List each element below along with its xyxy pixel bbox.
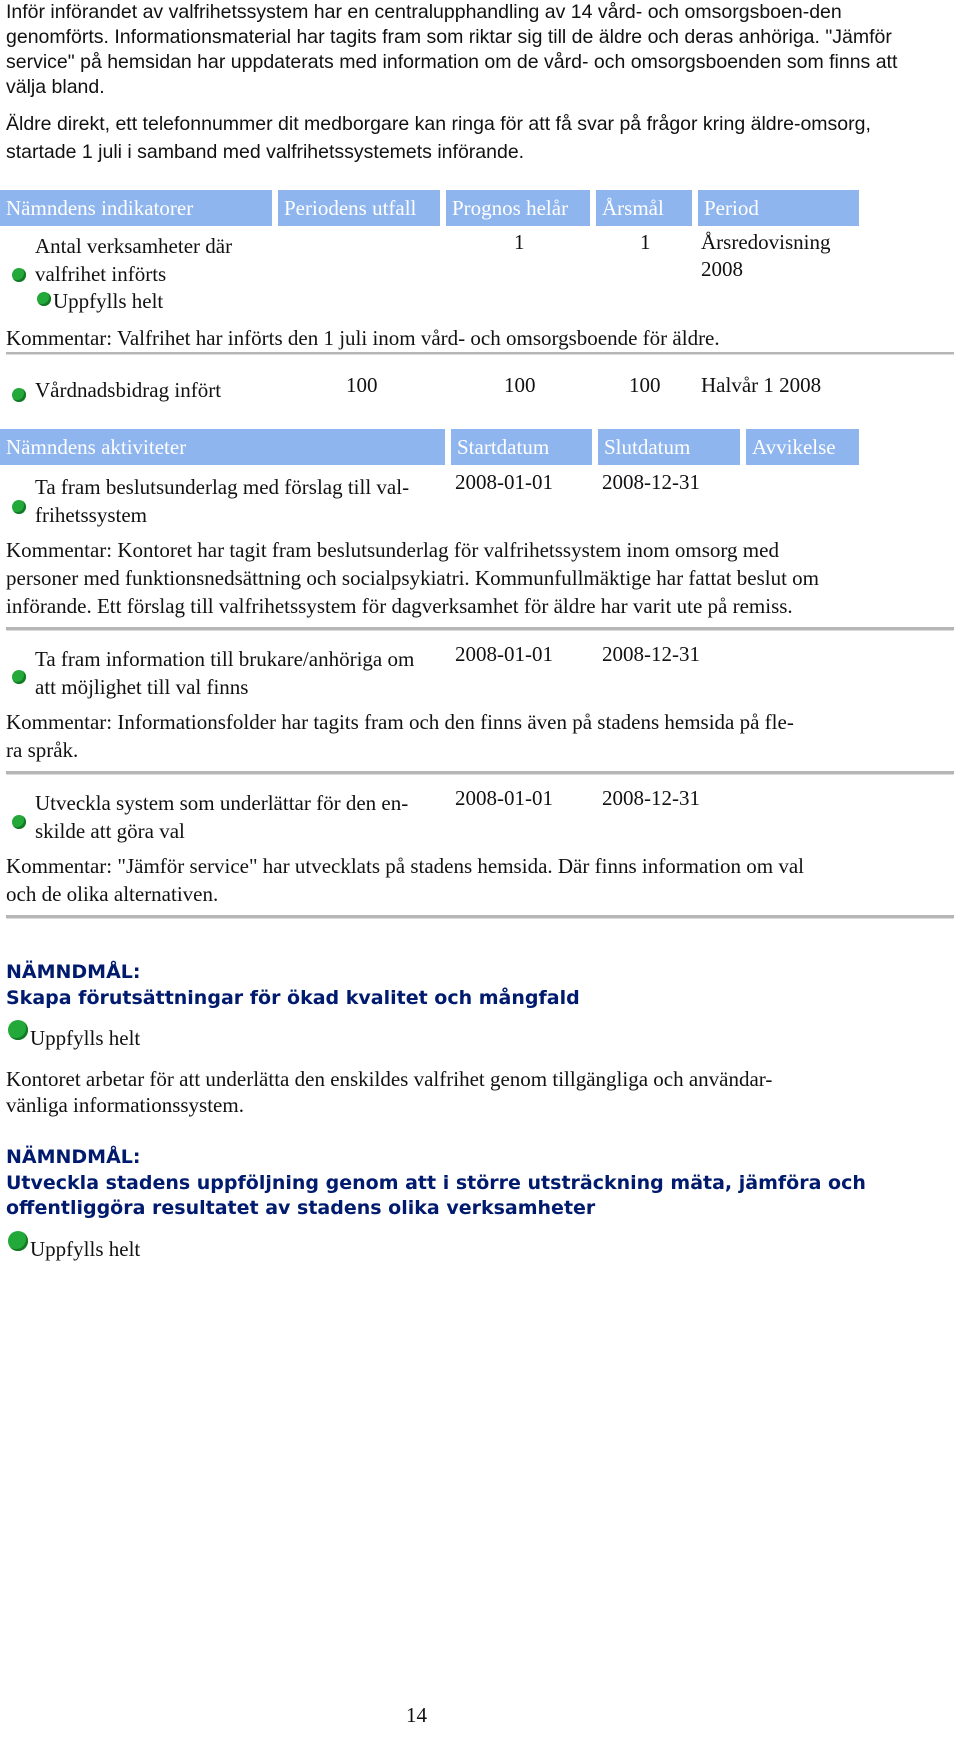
intro-paragraph-1: Inför införandet av valfrihetssystem har en centralupphandling av 14 vård- och omsorgsboen-den genomförts. Informationsmaterial har tagits fram som riktar sig till de äldre och deras anhöriga. "Jämför service" på hemsidan har uppdaterats med information om de vård- och omsorgsboenden som finns att välja bland. [6,1,898,98]
activity-comment-line1: Kommentar: Informationsfolder har tagits fram och den finns även på stadens hemsida på fle- [6,710,794,734]
activity-comment-line2: personer med funktionsnedsättning och socialpsykiatri. Kommunfullmäktige har fattat beslut om [6,566,819,590]
indicators-header-utfall: Periodens utfall [278,190,440,226]
activity-start-date: 2008-01-01 [455,642,553,666]
goal-title-line2: offentliggöra resultatet av stadens olika verksamheter [6,1197,596,1219]
activity-comment-line1: Kommentar: Kontoret har tagit fram beslutsunderlag för valfrihetssystem inom omsorg med [6,538,779,562]
activity-name-line1: Utveckla system som underlättar för den en- [35,791,409,815]
divider [6,627,954,631]
activities-header-avvikelse: Avvikelse [746,429,859,465]
activity-comment-line2: och de olika alternativen. [6,882,219,906]
indicator-name: Vårdnadsbidrag infört [35,378,222,402]
status-green-icon [12,268,26,282]
page-number: 14 [406,1703,427,1727]
indicator-name-line1: Antal verksamheter där [35,234,233,258]
activity-comment-line3: införande. Ett förslag till valfrihetssystem för dagverksamhet för äldre har varit ute på remiss. [6,594,793,618]
goal-title: Skapa förutsättningar för ökad kvalitet och mångfald [6,987,580,1009]
indicator-utfall: 100 [346,373,378,397]
indicator-period-line2: 2008 [701,257,743,281]
indicator-prognos: 1 [514,230,525,254]
goal-text-line1: Kontoret arbetar för att underlätta den enskildes valfrihet genom tillgängliga och användar- [6,1067,773,1091]
indicators-header-arsmal: Årsmål [596,190,692,226]
activity-end-date: 2008-12-31 [602,642,700,666]
activity-name-line2: skilde att göra val [35,819,185,843]
indicator-period: Halvår 1 2008 [701,373,822,397]
activities-header-end: Slutdatum [598,429,740,465]
goal-text-line2: vänliga informationssystem. [6,1093,244,1117]
goal-status: Uppfylls helt [30,1237,141,1261]
activity-name-line2: att möjlighet till val finns [35,675,249,699]
activity-name-line2: frihetssystem [35,503,147,527]
status-green-icon [12,388,26,402]
status-green-icon [12,815,26,829]
activities-header-start: Startdatum [451,429,592,465]
indicators-header-period: Period [698,190,859,226]
activity-start-date: 2008-01-01 [455,786,553,810]
indicators-header-prognos: Prognos helår [446,190,590,226]
activities-header-name: Nämndens aktiviteter [0,429,445,465]
activity-name-line1: Ta fram information till brukare/anhöriga om [35,647,415,671]
indicator-status: Uppfylls helt [53,289,164,313]
indicator-period-line1: Årsredovisning [701,230,831,254]
indicators-header-name: Nämndens indikatorer [0,190,272,226]
status-green-icon [12,500,26,514]
activity-start-date: 2008-01-01 [455,470,553,494]
indicator-comment: Kommentar: Valfrihet har införts den 1 juli inom vård- och omsorgsboende för äldre. [6,326,720,350]
indicator-arsmal: 1 [640,230,651,254]
intro-paragraph-2: Äldre direkt, ett telefonnummer dit medborgare kan ringa för att få svar på frågor kring äldre-omsorg, startade 1 juli i samband med valfrihetssystemets införande. [6,113,871,163]
activity-end-date: 2008-12-31 [602,470,700,494]
status-green-icon [8,1020,28,1040]
goal-title-line1: Utveckla stadens uppföljning genom att i större utsträckning mäta, jämföra och [6,1172,866,1194]
divider [6,915,954,919]
divider [6,352,954,355]
activity-comment-line1: Kommentar: "Jämför service" har utvecklats på stadens hemsida. Där finns information om val [6,854,804,878]
activity-name-line1: Ta fram beslutsunderlag med förslag till val- [35,475,410,499]
divider [6,771,954,775]
goal-label: NÄMNDMÅL: [6,961,141,983]
status-green-icon [37,292,51,306]
indicator-arsmal: 100 [629,373,661,397]
status-green-icon [12,670,26,684]
indicator-name-line2: valfrihet införts [35,262,167,286]
goal-status: Uppfylls helt [30,1026,141,1050]
status-green-icon [8,1231,28,1251]
activity-end-date: 2008-12-31 [602,786,700,810]
indicator-prognos: 100 [504,373,536,397]
goal-label: NÄMNDMÅL: [6,1146,141,1168]
activity-comment-line2: ra språk. [6,738,79,762]
